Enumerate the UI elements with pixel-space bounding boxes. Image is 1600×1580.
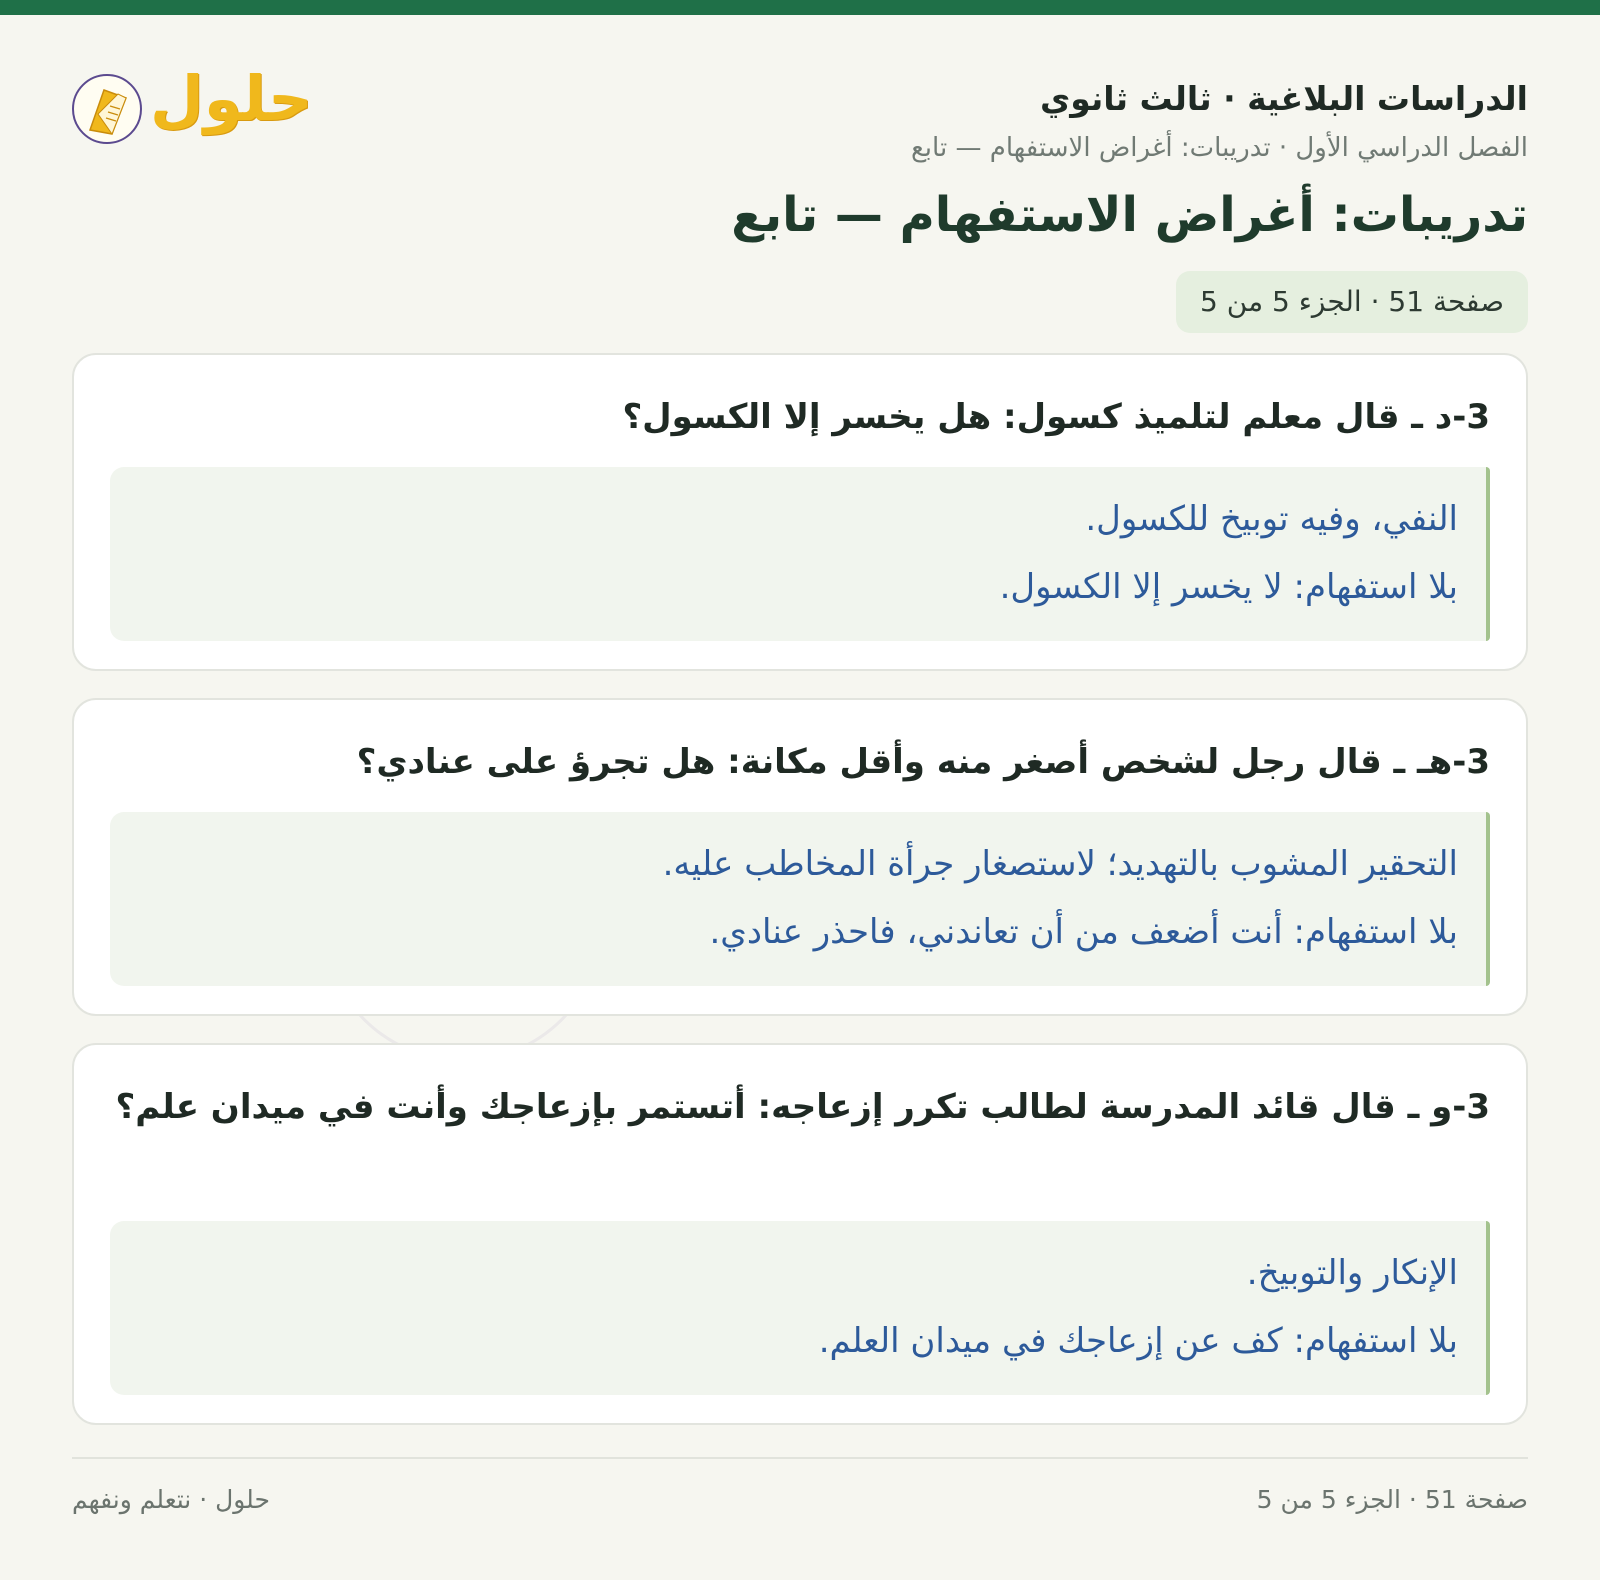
- footer-page-info: صفحة 51 · الجزء 5 من 5: [1256, 1485, 1528, 1514]
- answer-box: [110, 1221, 1490, 1395]
- page-badge: صفحة 51 · الجزء 5 من 5: [1176, 271, 1528, 333]
- question-card: [72, 353, 1528, 671]
- question-card: [72, 1043, 1528, 1425]
- answer-box: [110, 467, 1490, 641]
- question-text: 3-هـ ـ قال رجل لشخص أصغر منه وأقل مكانة: هل تجرؤ على عنادي؟: [356, 742, 1490, 782]
- page: [72, 15, 1528, 1580]
- breadcrumb: الفصل الدراسي الأول · تدريبات: أغراض الاستفهام — تابع: [910, 133, 1528, 163]
- logo-wordmark: حلول: [150, 62, 313, 135]
- answer-text: النفي، وفيه توبيخ للكسول.: [1085, 499, 1458, 539]
- top-accent-bar: [0, 0, 1600, 15]
- rephrase-text: بلا استفهام: أنت أضعف من أن تعاندني، فاحذر عنادي.: [709, 912, 1458, 952]
- rephrase-text: بلا استفهام: لا يخسر إلا الكسول.: [999, 567, 1458, 607]
- answer-box: [110, 812, 1490, 986]
- question-text: 3-و ـ قال قائد المدرسة لطالب تكرر إزعاجه: أتستمر بإزعاجك وأنت في ميدان علم؟: [115, 1087, 1490, 1127]
- rephrase-text: بلا استفهام: كف عن إزعاجك في ميدان العلم.: [818, 1321, 1458, 1361]
- answer-text: التحقير المشوب بالتهديد؛ لاستصغار جرأة المخاطب عليه.: [662, 844, 1458, 884]
- answer-text: الإنكار والتوبيخ.: [1246, 1253, 1458, 1293]
- footer-brand: حلول · نتعلم ونفهم: [72, 1485, 270, 1514]
- book-icon: [72, 74, 142, 144]
- brand-logo: [72, 62, 313, 152]
- question-text: 3-د ـ قال معلم لتلميذ كسول: هل يخسر إلا الكسول؟: [622, 397, 1490, 437]
- page-title: تدريبات: أغراض الاستفهام — تابع: [731, 187, 1528, 243]
- subject-title: الدراسات البلاغية · ثالث ثانوي: [1039, 79, 1528, 118]
- question-card: [72, 698, 1528, 1016]
- footer-divider: [72, 1457, 1528, 1459]
